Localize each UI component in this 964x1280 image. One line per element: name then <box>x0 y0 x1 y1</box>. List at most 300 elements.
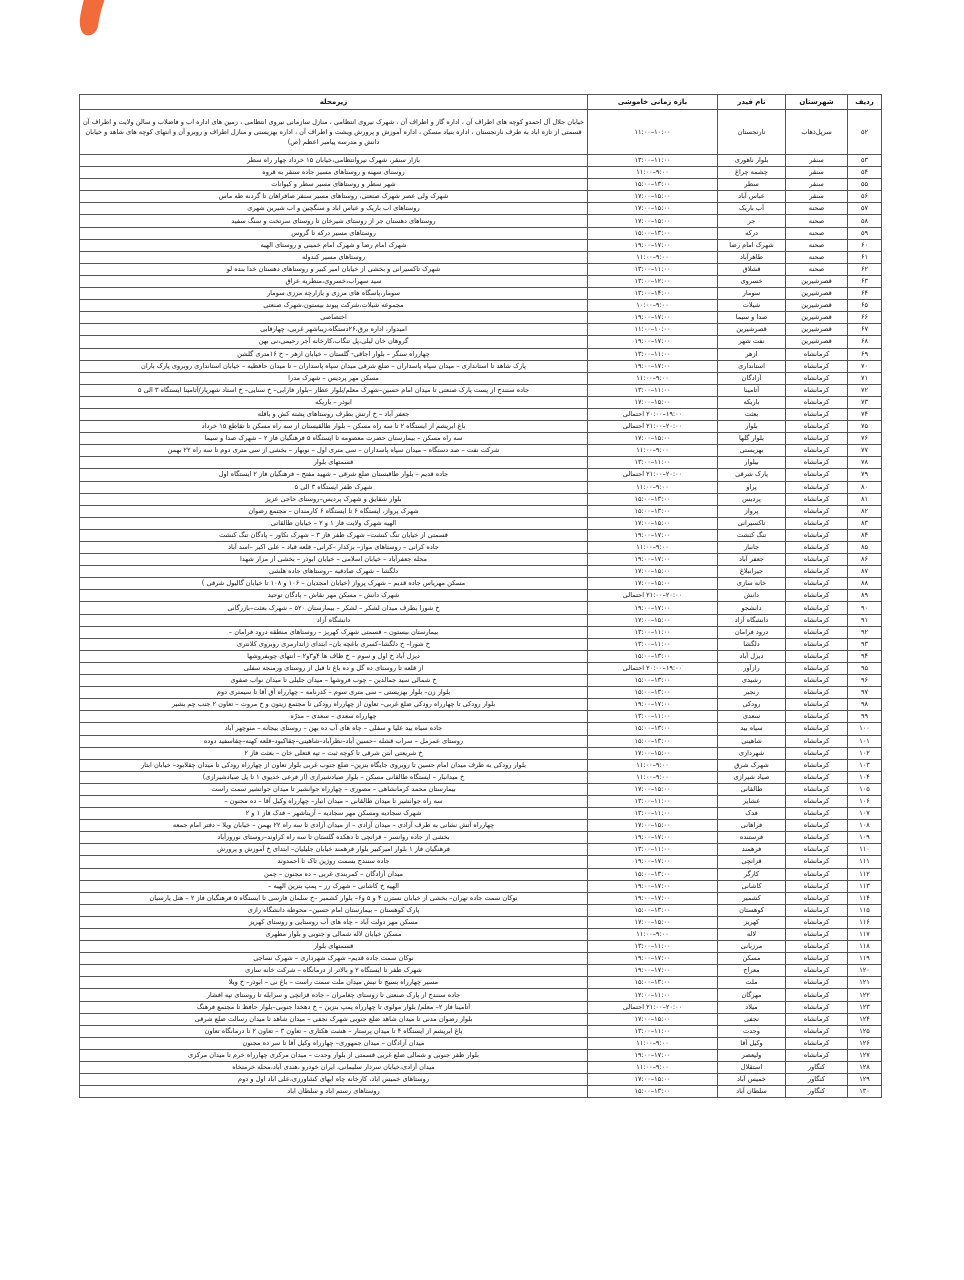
cell-area: نوکان سمت جاده تهران– بخشی از خیابان نسترن ۴ و ۵ و۶– بلوار کشمیر –خ سلمان فارسی تا ایستگاه ۵ فرهنگیان فاز ۲ – هتل پارسیان <box>80 892 588 904</box>
cell-feeder: فرهمند <box>718 844 786 856</box>
cell-feeder: عباس آباد <box>718 191 786 203</box>
header-area: زیرمحله <box>80 95 588 110</box>
header-radif: ردیف <box>848 95 882 110</box>
cell-radif: ۱۱۴ <box>848 892 882 904</box>
cell-city: صحنه <box>786 239 848 251</box>
table-row <box>80 626 882 638</box>
cell-city: کرمانشاه <box>786 396 848 408</box>
cell-time: ۱۷:۰۰–۱۹:۰۰ <box>588 529 718 541</box>
cell-time: ۱۵:۰۰–۱۷:۰۰ <box>588 578 718 590</box>
cell-time: ۱۱:۰۰–۱۳:۰۰ <box>588 711 718 723</box>
cell-area: شهرک سجادیه ومسکن مهر سجادیه – آزیناشهر – فدک فاز ۱ و ۲ <box>80 808 588 820</box>
cell-city: سنقر <box>786 167 848 179</box>
cell-feeder: فراهانی <box>718 820 786 832</box>
cell-feeder: وحدت <box>718 1025 786 1037</box>
cell-time: ۱۷:۰۰–۱۹:۰۰ <box>588 880 718 892</box>
table-row <box>80 892 882 904</box>
cell-area: چهارراه سنگر – بلوار اجاقی- گلستان – خیابان ازهر – خ ۱۶متری گلشن <box>80 348 588 360</box>
cell-feeder: شاهینی <box>718 735 786 747</box>
cell-area: شهرک پرواز، ایستگاه ۶ تا ایستگاه ۶ کارمندان – مجتمع رضوان <box>80 505 588 517</box>
cell-feeder: سیاه بید <box>718 723 786 735</box>
cell-radif: ۸۲ <box>848 505 882 517</box>
cell-area: روستاهای رستم اباد و سلطان اباد <box>80 1086 588 1098</box>
cell-feeder: رنجبر <box>718 687 786 699</box>
cell-area: خ شمالی سید جمالدین – چوب فروشها – میدان جلیلی تا میدان نواب صفوی <box>80 675 588 687</box>
table-row <box>80 167 882 179</box>
cell-area: بلوار رودکی تا چهارراه رودکی ضلع غربی– تعاون از چهارراه رودکی تا مجتمع زیتون و خ مروت – تعاون ۲ جنب چم بشیر <box>80 699 588 711</box>
cell-radif: ۸۴ <box>848 529 882 541</box>
cell-feeder: صدا و سیما <box>718 312 786 324</box>
cell-city: کرمانشاه <box>786 384 848 396</box>
cell-area: جعفر آباد – خ ارتش بطرف روستاهای پشته کش و باقله <box>80 408 588 420</box>
table-row <box>80 155 882 167</box>
cell-area: روستاهای خمیس اباد، کارخانه چاه ابهای کشاورزی،علی اباد اول و دوم <box>80 1074 588 1086</box>
cell-time: ۱۹:۰۰–۲۰:۰۰ احتمالی <box>588 662 718 674</box>
cell-city: کنگاور <box>786 1074 848 1086</box>
cell-feeder: شهرک امام رضا <box>718 239 786 251</box>
table-row <box>80 227 882 239</box>
cell-time: ۱۰:۰۰–۱۱:۰۰ <box>588 110 718 155</box>
table-row <box>80 590 882 602</box>
cell-area: بلوار رضوان مدنی تا میدان شاهد ضلع جنوبی شهرک نجفی – میدان شاهد تا میدان رسالت ضلع شرقی <box>80 1013 588 1025</box>
cell-area: بلوار شقایق و شهرک پردیس–روستای حاجی عزیز <box>80 493 588 505</box>
cell-feeder: دانشجو <box>718 602 786 614</box>
table-row <box>80 275 882 287</box>
cell-area: جاده سنندج بسمت روژین تاک تا احمدوند <box>80 856 588 868</box>
cell-time: ۹:۰۰–۱۱:۰۰ <box>588 929 718 941</box>
cell-area: سه راه جوانشیر تا میدان طالقانی – میدان انبار– چهارراه وکیل آقا – ده مجنون – <box>80 795 588 807</box>
table-row <box>80 929 882 941</box>
cell-area: سه راه مسکن – بیمارستان حضرت معصومه تا ایستگاه ۵ فرهنگیان فاز ۲ – شهرک صدا و سیما <box>80 433 588 445</box>
cell-time: ۱۵:۰۰–۱۷:۰۰ <box>588 747 718 759</box>
cell-city: کرمانشاه <box>786 481 848 493</box>
cell-city: کرمانشاه <box>786 638 848 650</box>
table-row <box>80 203 882 215</box>
cell-time: ۱۵:۰۰–۱۷:۰۰ <box>588 614 718 626</box>
cell-area: بلوار ظفر جنوبی و شمالی ضلع غربی قسمتی از بلوار وحدت – میدان مرکزی چهارراه خرم تا میدان مرکزی <box>80 1049 588 1061</box>
cell-time: ۱۵:۰۰–۱۷:۰۰ <box>588 916 718 928</box>
cell-radif: ۵۹ <box>848 227 882 239</box>
cell-time: ۱۱:۰۰–۱۳:۰۰ <box>588 1025 718 1037</box>
cell-area: خ شورا– خ دلگشا–کسری باغچه بان– ابتدای ژاندارمری روبروی کلانتری <box>80 638 588 650</box>
table-row <box>80 675 882 687</box>
cell-feeder: بهزیستی <box>718 445 786 457</box>
cell-radif: ۱۲۲ <box>848 989 882 1001</box>
table-row <box>80 469 882 481</box>
cell-radif: ۵۳ <box>848 155 882 167</box>
cell-time: ۱۷:۰۰–۱۹:۰۰ <box>588 892 718 904</box>
cell-radif: ۱۰۵ <box>848 783 882 795</box>
cell-feeder: نفت شهر <box>718 336 786 348</box>
table-row <box>80 1074 882 1086</box>
table-row <box>80 300 882 312</box>
cell-feeder: جر <box>718 215 786 227</box>
cell-radif: ۶۸ <box>848 336 882 348</box>
cell-radif: ۱۲۰ <box>848 965 882 977</box>
cell-feeder: کاشانی <box>718 880 786 892</box>
cell-radif: ۱۲۸ <box>848 1062 882 1074</box>
table-row <box>80 602 882 614</box>
table-row <box>80 336 882 348</box>
cell-feeder: دلگشا <box>718 638 786 650</box>
cell-feeder: مرزبانی <box>718 941 786 953</box>
cell-feeder: کهریز <box>718 916 786 928</box>
cell-radif: ۷۶ <box>848 433 882 445</box>
cell-radif: ۹۳ <box>848 638 882 650</box>
cell-city: کرمانشاه <box>786 953 848 965</box>
table-row <box>80 759 882 771</box>
cell-area: روستای عمرمل – سراب قشله –حسین آباد–نظرآباد–شاهینی–چقاکبود–قلعه کهنه–چقاسفید دوده <box>80 735 588 747</box>
cell-radif: ۷۴ <box>848 408 882 420</box>
cell-area: قسمتی از خیابان تنگ کنشت– شهرک ظفر فاز ۳ – شهرک نکاور – پادگان تنگ کنشت <box>80 529 588 541</box>
table-row <box>80 662 882 674</box>
cell-area: روستاهای مسیر کندوله <box>80 251 588 263</box>
cell-city: قصرشیرین <box>786 324 848 336</box>
cell-feeder: استقلال <box>718 1062 786 1074</box>
cell-area: شهرک امام رضا و شهرک امام خمینی و روستای الهیه <box>80 239 588 251</box>
cell-feeder: پردیس <box>718 493 786 505</box>
table-row <box>80 348 882 360</box>
table-row <box>80 239 882 251</box>
cell-area: دیزل آباد خ اول و سوم – خ ظاف ها ۴و۳و۲ – انتهای چوبفروشها <box>80 650 588 662</box>
table-row <box>80 868 882 880</box>
cell-area: جاده سنندج از پارک صنعتی تا روستای چغامران – جاده قزانچی و سرابله تا روستای تپه افشار <box>80 989 588 1001</box>
cell-city: کرمانشاه <box>786 965 848 977</box>
cell-radif: ۵۶ <box>848 191 882 203</box>
cell-feeder: جعفر آباد <box>718 554 786 566</box>
cell-feeder: مهرگان <box>718 989 786 1001</box>
table-row <box>80 312 882 324</box>
cell-area: شهرک ولی عصر شهرک صنعتی، روستاهای مسیر سنقر صافراهان تا گردنه طه ماس <box>80 191 588 203</box>
cell-radif: ۵۲ <box>848 110 882 155</box>
cell-city: کرمانشاه <box>786 1049 848 1061</box>
cell-city: کرمانشاه <box>786 372 848 384</box>
cell-radif: ۹۵ <box>848 662 882 674</box>
table-row <box>80 723 882 735</box>
cell-feeder: سلطان آباد <box>718 1086 786 1098</box>
cell-radif: ۷۹ <box>848 469 882 481</box>
table-row <box>80 1062 882 1074</box>
cell-time: ۱۳:۰۰–۱۵:۰۰ <box>588 868 718 880</box>
cell-area: پارک شاهد تا استانداری – میدان سپاه پاسداران – ضلع شرقی میدان سپاه پاسداران – تا میدان حافظیه – خیابان استانداری روبروی پارک باران <box>80 360 588 372</box>
cell-radif: ۸۶ <box>848 554 882 566</box>
cell-feeder: قزانچی <box>718 856 786 868</box>
cell-city: کرمانشاه <box>786 650 848 662</box>
cell-time: ۱۳:۰۰–۱۵:۰۰ <box>588 675 718 687</box>
table-row <box>80 832 882 844</box>
cell-feeder: درکه <box>718 227 786 239</box>
table-row <box>80 554 882 566</box>
table-row <box>80 110 882 155</box>
cell-feeder: کشمیر <box>718 892 786 904</box>
cell-city: کرمانشاه <box>786 1001 848 1013</box>
outage-table-container <box>79 94 881 1098</box>
cell-feeder: نارنجستان <box>718 110 786 155</box>
cell-feeder: آب باریک <box>718 203 786 215</box>
table-row <box>80 421 882 433</box>
cell-feeder: استانداری <box>718 360 786 372</box>
cell-feeder: بیلوار <box>718 457 786 469</box>
table-row <box>80 215 882 227</box>
cell-area: از قلعه تا روستای ده گل و ده باغ تا قبل از روستای ورمنجه سفلی <box>80 662 588 674</box>
cell-radif: ۱۲۷ <box>848 1049 882 1061</box>
cell-time: ۱۷:۰۰–۱۹:۰۰ <box>588 554 718 566</box>
cell-time: ۱۹:۰۰–۲۰:۰۰ احتمالی <box>588 408 718 420</box>
cell-city: کرمانشاه <box>786 916 848 928</box>
cell-time: ۱۷:۰۰–۱۹:۰۰ <box>588 953 718 965</box>
cell-area: شرکت نفت – صد دستگاه – میدان سپاه پاسداران – سی متری اول – نوبهار – بخشی از سی متری دوم تا سه راه ۲۲ بهمن <box>80 445 588 457</box>
cell-area: گروهان خان لیلی،پل تنگاب،کارخانه آجر رحیمی،نی بهن <box>80 336 588 348</box>
cell-city: کرمانشاه <box>786 578 848 590</box>
cell-radif: ۱۲۱ <box>848 977 882 989</box>
cell-time: ۱۵:۰۰–۱۷:۰۰ <box>588 1074 718 1086</box>
cell-feeder: سومار <box>718 288 786 300</box>
cell-area: روستاهای مسیر درکه تا گروس <box>80 227 588 239</box>
cell-radif: ۷۲ <box>848 384 882 396</box>
cell-area: میدان آزادگان – کمربندی غربی – ده مجنون – چمن <box>80 868 588 880</box>
cell-city: کرمانشاه <box>786 795 848 807</box>
cell-time: ۱۳:۰۰–۱۵:۰۰ <box>588 505 718 517</box>
cell-feeder: پارک شرقی <box>718 469 786 481</box>
cell-city: کرمانشاه <box>786 771 848 783</box>
cell-time: ۹:۰۰–۱۱:۰۰ <box>588 1062 718 1074</box>
cell-time: ۱۵:۰۰–۱۷:۰۰ <box>588 396 718 408</box>
cell-time: ۲۰:۰۰–۲۱:۰۰ احتمالی <box>588 469 718 481</box>
cell-area: باغ ابریشم از ایستگاه ۴ تا میدان پرستار – هشت هکتاری – تعاون ۳ – تعاون ۲ تا درمانگاه تعاون <box>80 1025 588 1037</box>
cell-city: کرمانشاه <box>786 929 848 941</box>
cell-city: کرمانشاه <box>786 832 848 844</box>
cell-city: کرمانشاه <box>786 892 848 904</box>
cell-area: مسکن مهر پردیس – شهرک مدرا <box>80 372 588 384</box>
cell-radif: ۵۴ <box>848 167 882 179</box>
cell-feeder: ملت <box>718 977 786 989</box>
cell-feeder: آزادگان <box>718 372 786 384</box>
cell-area: آتامینا فاز ۲– معلم/ بلوار مولوی تا چهارراه پمپ بنزین – خ دهخدا جنوبی–بلوار حافظ تا مجتمع فرهنگ <box>80 1001 588 1013</box>
table-row <box>80 517 882 529</box>
table-body <box>80 110 882 1098</box>
cell-city: کرمانشاه <box>786 1037 848 1049</box>
cell-feeder: خمیس آباد <box>718 1074 786 1086</box>
cell-area: جاده سیاه بید علیا و سفلی – چاه های آب ده بهن – روستای بیجانه – منوچهر آباد <box>80 723 588 735</box>
cell-area: شهر سطر و روستاهای مسیر سطر و کیوانات <box>80 179 588 191</box>
cell-area: شهرک ظفر ایستگاه ۳ الی ۵ <box>80 481 588 493</box>
cell-time: ۱۱:۰۰–۱۳:۰۰ <box>588 808 718 820</box>
table-row <box>80 372 882 384</box>
cell-radif: ۸۵ <box>848 542 882 554</box>
cell-radif: ۱۱۱ <box>848 856 882 868</box>
cell-city: کرمانشاه <box>786 360 848 372</box>
cell-time: ۱۰:۰۰–۱۱:۰۰ <box>588 324 718 336</box>
cell-radif: ۸۰ <box>848 481 882 493</box>
table-row <box>80 614 882 626</box>
cell-feeder: باریکه <box>718 396 786 408</box>
cell-area: میدان آزادگان – میدان جمهوری– چهارراه وکیل آقا تا سر ده مجنون <box>80 1037 588 1049</box>
cell-feeder: جیرانبلاغ <box>718 566 786 578</box>
cell-time: ۱۳:۰۰–۱۵:۰۰ <box>588 227 718 239</box>
table-row <box>80 904 882 916</box>
cell-time: ۱۳:۰۰–۱۵:۰۰ <box>588 493 718 505</box>
cell-radif: ۱۰۶ <box>848 795 882 807</box>
cell-radif: ۹۷ <box>848 687 882 699</box>
cell-feeder: بعثت <box>718 408 786 420</box>
cell-city: کرمانشاه <box>786 505 848 517</box>
cell-radif: ۱۱۹ <box>848 953 882 965</box>
cell-radif: ۱۲۹ <box>848 1074 882 1086</box>
table-row <box>80 360 882 372</box>
cell-feeder: خسروی <box>718 275 786 287</box>
brand-logo-icon <box>72 0 112 52</box>
cell-time: ۱۳:۰۰–۱۵:۰۰ <box>588 904 718 916</box>
cell-area: مسیر چهارراه بسیج تا نبش میدان ملت سمت راست – باغ نی – ابوذر– خ ویلا <box>80 977 588 989</box>
cell-time: ۱۱:۰۰–۱۳:۰۰ <box>588 941 718 953</box>
cell-time: ۲۰:۰۰–۲۱:۰۰ احتمالی <box>588 1001 718 1013</box>
cell-time: ۱۷:۰۰–۱۹:۰۰ <box>588 1049 718 1061</box>
cell-area: بخشی از جاده روانسر – قزانچی تا دهکده گلستان تا سه راه کراوند–روستای نوروزآباد <box>80 832 588 844</box>
table-row <box>80 977 882 989</box>
cell-feeder: چشمه چراغ <box>718 167 786 179</box>
cell-time: ۲۰:۰۰–۲۱:۰۰ احتمالی <box>588 590 718 602</box>
cell-time: ۹:۰۰–۱۱:۰۰ <box>588 251 718 263</box>
cell-city: قصرشیرین <box>786 275 848 287</box>
cell-city: کرمانشاه <box>786 856 848 868</box>
cell-radif: ۸۹ <box>848 590 882 602</box>
cell-city: قصرشیرین <box>786 300 848 312</box>
cell-radif: ۶۶ <box>848 312 882 324</box>
cell-city: کرمانشاه <box>786 868 848 880</box>
cell-city: کرمانشاه <box>786 469 848 481</box>
cell-area: الهیه شهرک ولایت فاز ۱ و ۲ – خیابان طالقانی <box>80 517 588 529</box>
cell-time: ۱۳:۰۰–۱۵:۰۰ <box>588 735 718 747</box>
table-row <box>80 880 882 892</box>
cell-area: خ شریعتی ابتن شرقی تا کوچه ثبت – تپه قتعلی خان – بعثت فاز ۲ <box>80 747 588 759</box>
cell-feeder: درود فرامان <box>718 626 786 638</box>
table-row <box>80 578 882 590</box>
cell-city: کرمانشاه <box>786 735 848 747</box>
cell-feeder: رشیدی <box>718 675 786 687</box>
table-row <box>80 844 882 856</box>
table-row <box>80 1013 882 1025</box>
cell-radif: ۵۸ <box>848 215 882 227</box>
cell-radif: ۸۳ <box>848 517 882 529</box>
cell-area: الهیه خ کاشانی – شهرک رز – پمپ بنزین الهیه – <box>80 880 588 892</box>
table-row <box>80 1025 882 1037</box>
table-row <box>80 191 882 203</box>
table-row <box>80 965 882 977</box>
cell-time: ۱۷:۰۰–۱۹:۰۰ <box>588 699 718 711</box>
table-row <box>80 408 882 420</box>
table-row <box>80 808 882 820</box>
cell-radif: ۱۲۳ <box>848 1001 882 1013</box>
cell-time: ۱۱:۰۰–۱۳:۰۰ <box>588 638 718 650</box>
cell-time: ۱۳:۰۰–۱۵:۰۰ <box>588 723 718 735</box>
cell-radif: ۵۷ <box>848 203 882 215</box>
cell-city: کرمانشاه <box>786 699 848 711</box>
cell-feeder: کارگر <box>718 868 786 880</box>
cell-time: ۱۱:۰۰–۱۳:۰۰ <box>588 155 718 167</box>
cell-radif: ۶۵ <box>848 300 882 312</box>
cell-radif: ۵۵ <box>848 179 882 191</box>
cell-city: کرمانشاه <box>786 433 848 445</box>
cell-feeder: خانه سازی <box>718 578 786 590</box>
cell-area: فرهنگیان فاز ۱ بلوار امیرکبیر بلوار فرهمند خیابان جلیلیان– ابتدای خ آموزش و پرورش <box>80 844 588 856</box>
cell-radif: ۷۰ <box>848 360 882 372</box>
cell-feeder: عشایر <box>718 795 786 807</box>
cell-city: صحنه <box>786 203 848 215</box>
cell-area: روستاهای اب باریک و عباس اباد و سنگچین و اب شیرین شهری <box>80 203 588 215</box>
cell-time: ۱۷:۰۰–۱۹:۰۰ <box>588 360 718 372</box>
cell-area: نوکان سمت جاده قدیم– شهرک شهرداری – شهرک نساجی <box>80 953 588 965</box>
cell-city: کرمانشاه <box>786 493 848 505</box>
cell-time: ۱۷:۰۰–۱۹:۰۰ <box>588 965 718 977</box>
table-row <box>80 1037 882 1049</box>
cell-radif: ۱۰۰ <box>848 723 882 735</box>
cell-time: ۱۵:۰۰–۱۷:۰۰ <box>588 215 718 227</box>
cell-time: ۱۳:۰۰–۱۵:۰۰ <box>588 687 718 699</box>
cell-radif: ۱۰۲ <box>848 747 882 759</box>
cell-time: ۱۱:۰۰–۱۳:۰۰ <box>588 457 718 469</box>
table-row <box>80 542 882 554</box>
cell-city: کرمانشاه <box>786 783 848 795</box>
cell-area: پارک کوهستان – بیمارستان امام حسین– محوطه دانشگاه رازی <box>80 904 588 916</box>
cell-area: اختصاصی <box>80 312 588 324</box>
cell-feeder: جانباز <box>718 542 786 554</box>
cell-feeder: کوهستان <box>718 904 786 916</box>
cell-feeder: بلوار ناهوری <box>718 155 786 167</box>
cell-feeder: دانش <box>718 590 786 602</box>
table-row <box>80 384 882 396</box>
cell-feeder: تاکسیرانی <box>718 517 786 529</box>
cell-time: ۱۱:۰۰–۱۳:۰۰ <box>588 844 718 856</box>
cell-feeder: طالقانی <box>718 783 786 795</box>
cell-area: قسمتهای بلوار <box>80 941 588 953</box>
cell-radif: ۱۱۶ <box>848 916 882 928</box>
cell-radif: ۹۸ <box>848 699 882 711</box>
cell-area: مسکن مهریاس جاده قدیم – شهرک پرواز (خیابان امجدیان – ۱۰۶ و ۱۰۸ تا خیابان گالیول شرقی ) <box>80 578 588 590</box>
cell-area: روستای سهنه و روستاهای مسیر جاده سنقر به قروه <box>80 167 588 179</box>
table-row <box>80 650 882 662</box>
cell-city: کرمانشاه <box>786 880 848 892</box>
cell-feeder: سطر <box>718 179 786 191</box>
cell-city: کرمانشاه <box>786 808 848 820</box>
table-row <box>80 699 882 711</box>
cell-area: چهارراه آتش نشانی به طرف آزادی – میدان آزادی – از میدان آزادی تا سه راه ۲۲ بهمن – خیابان ویلا – دفتر امام جمعه <box>80 820 588 832</box>
cell-time: ۱۷:۰۰–۱۹:۰۰ <box>588 856 718 868</box>
cell-feeder: مسکن <box>718 953 786 965</box>
cell-area: دانشگاه آزاد <box>80 614 588 626</box>
cell-time: ۹:۰۰–۱۱:۰۰ <box>588 372 718 384</box>
cell-radif: ۶۹ <box>848 348 882 360</box>
cell-city: کرمانشاه <box>786 445 848 457</box>
table-row <box>80 687 882 699</box>
cell-feeder: دانشگاه آزاد <box>718 614 786 626</box>
table-row <box>80 795 882 807</box>
cell-time: ۹:۰۰–۱۰:۰۰ <box>588 300 718 312</box>
cell-city: کرمانشاه <box>786 554 848 566</box>
cell-city: قصرشیرین <box>786 312 848 324</box>
cell-area: بلوار رودکی به طرف میدان امام حسین تا روبروی جایگاه بنزین– ضلع جنوب غربی بلوار تعاون از چهارراه رودکی تا میدان چقلابود– خیابان ابتار <box>80 759 588 771</box>
table-row <box>80 783 882 795</box>
cell-area: بازار سنقر، شهرک نیروانتظامی،خیابان ۱۵ خرداد چهار راه سطر <box>80 155 588 167</box>
cell-area: شهرک ظفر تا ایستگاه ۲ و بالاتر از درمانگاه – شرکت خانه سازی <box>80 965 588 977</box>
cell-city: کرمانشاه <box>786 820 848 832</box>
cell-city: کرمانشاه <box>786 517 848 529</box>
cell-time: ۱۱:۰۰–۱۳:۰۰ <box>588 795 718 807</box>
cell-city: کرمانشاه <box>786 723 848 735</box>
cell-radif: ۱۱۵ <box>848 904 882 916</box>
cell-city: سنقر <box>786 191 848 203</box>
cell-area: باغ ابریشم از ایستگاه ۲ تا سه راه مسکن – بلوار طالقیستان از سه راه مسکن تا تقاطع ۱۵ خرداد <box>80 421 588 433</box>
cell-city: صحنه <box>786 251 848 263</box>
